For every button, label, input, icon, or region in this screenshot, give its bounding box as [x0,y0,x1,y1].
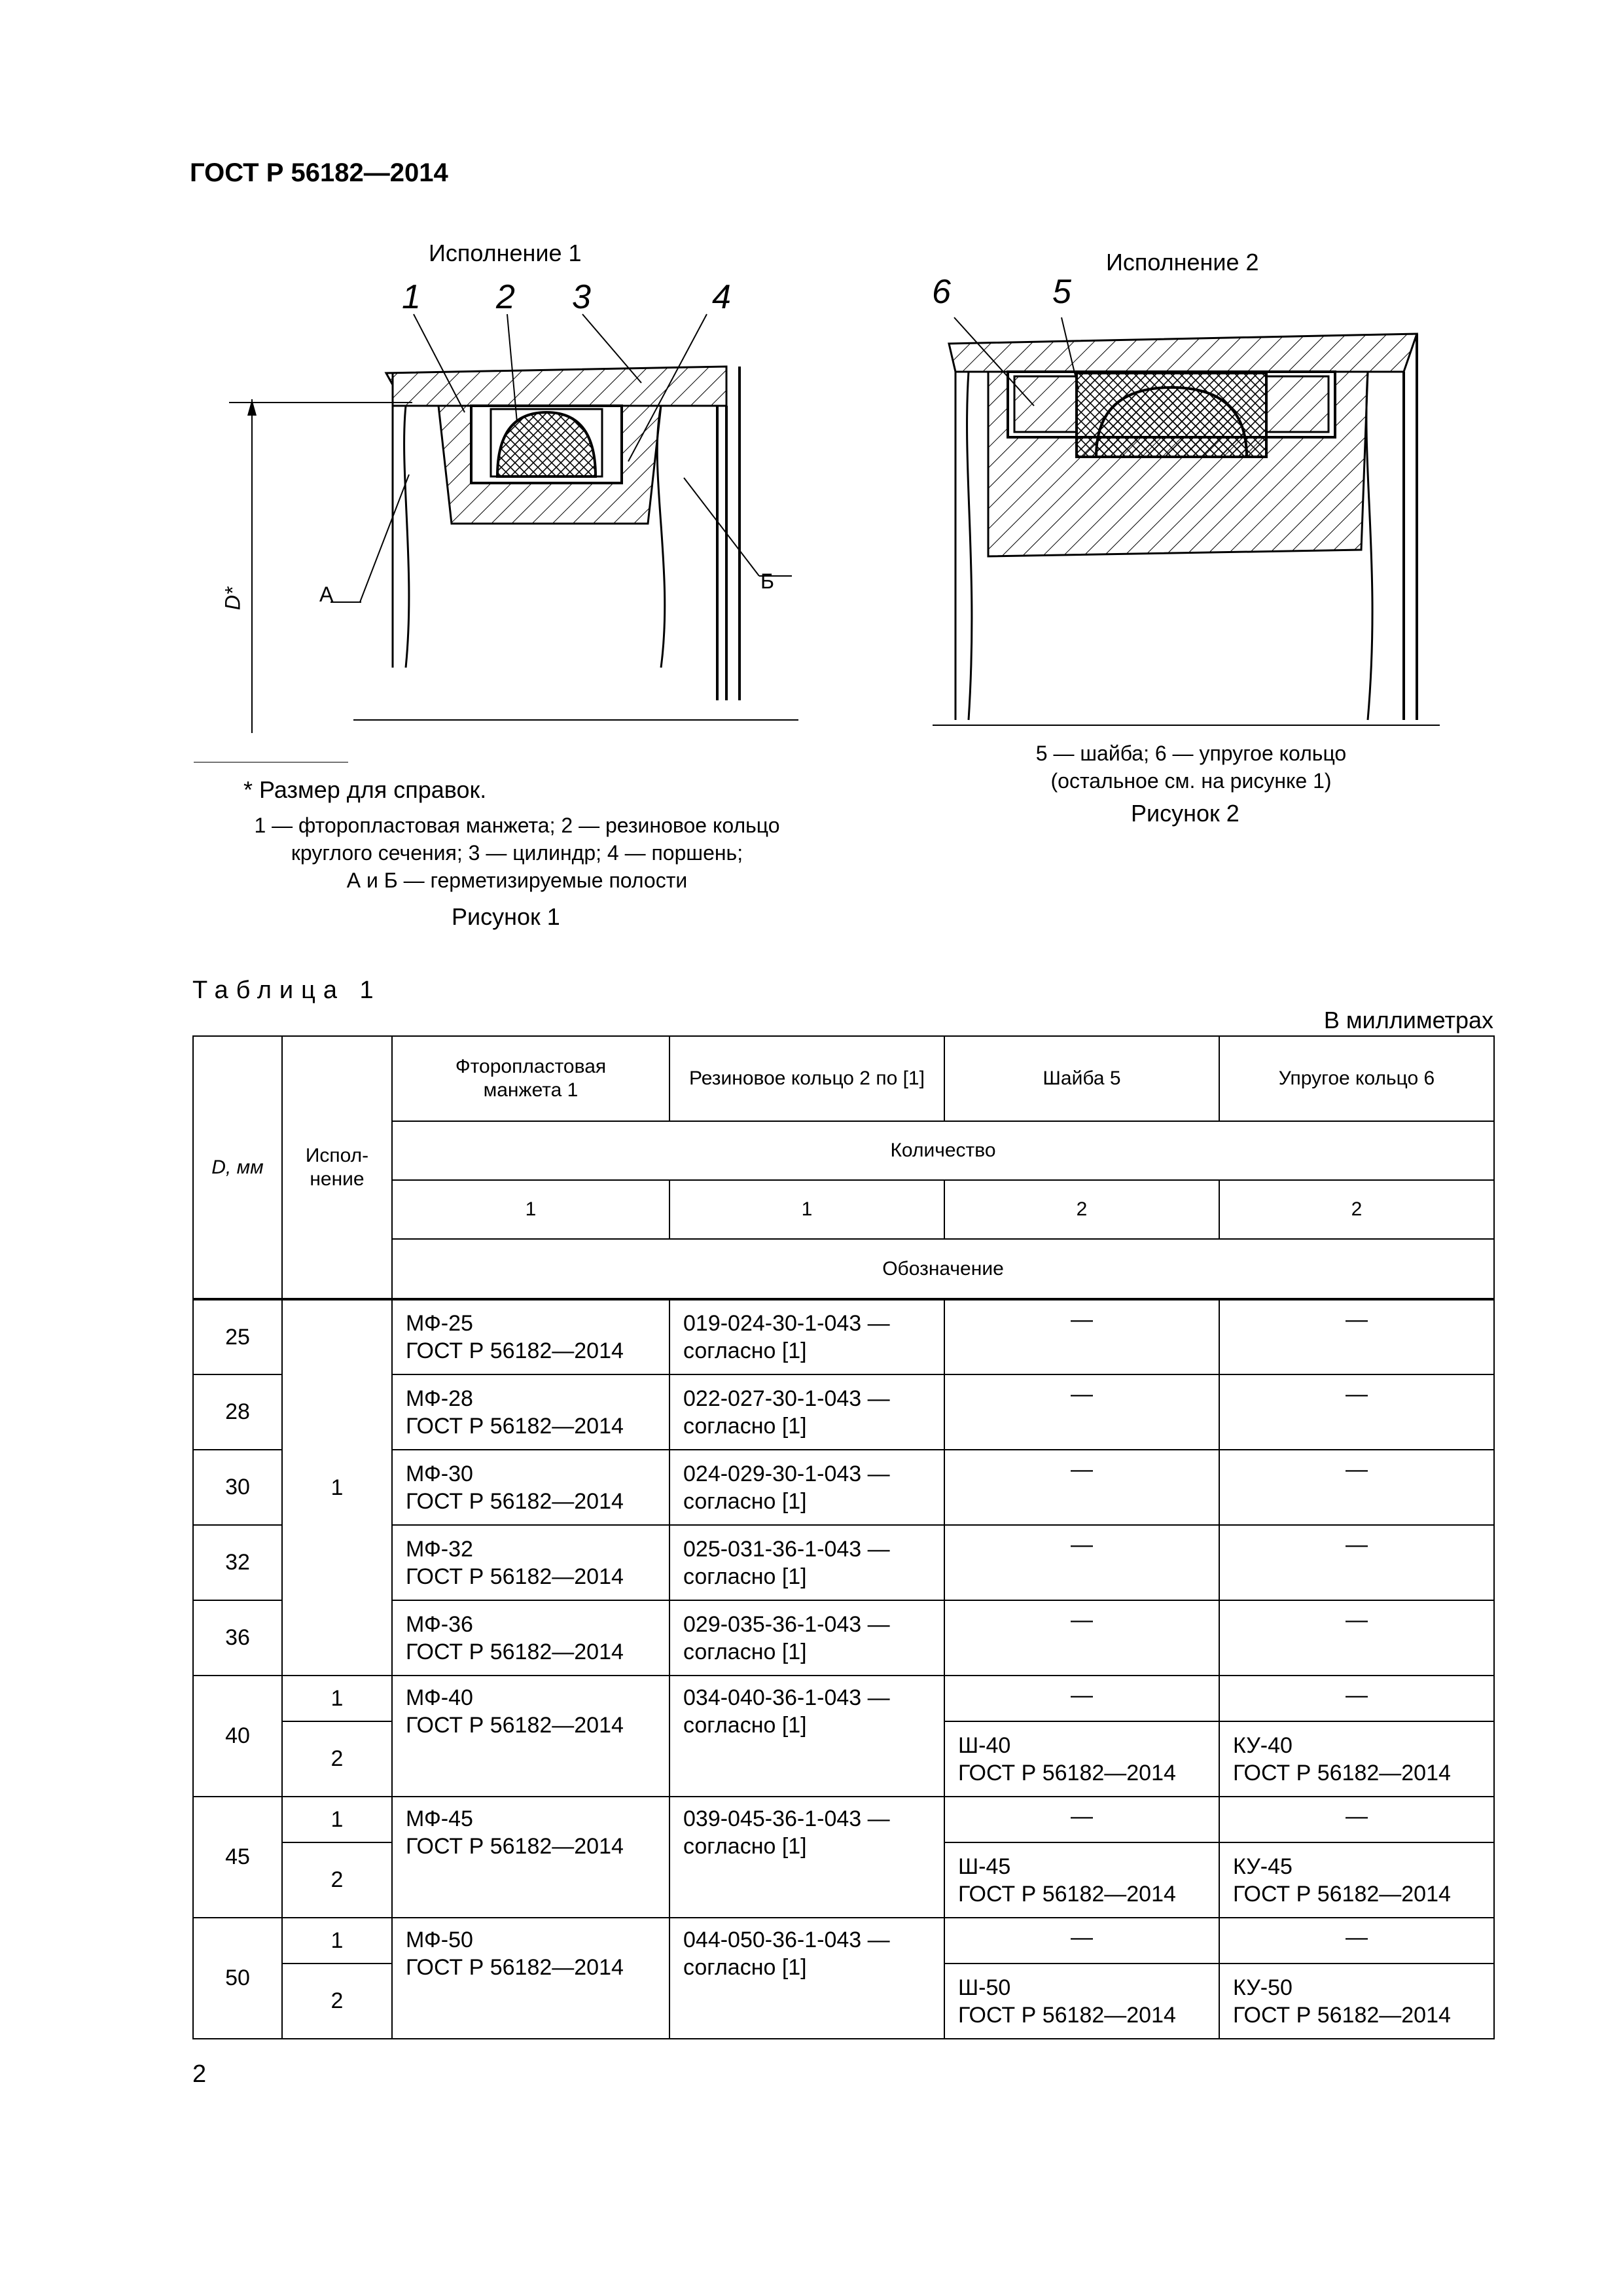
elastic-designation: — [1219,1600,1494,1676]
d-value: 28 [193,1374,282,1450]
execution-value: 2 [282,1964,392,2039]
specification-table [192,1035,1495,2039]
washer-designation: — [944,1525,1219,1600]
cavity-b-label: Б [760,569,774,593]
figure2-callout-5: 5 [1052,273,1071,311]
d-value: 50 [193,1918,282,2039]
figure1-callout-3: 3 [572,278,591,316]
header-d-mm: D, мм [193,1036,282,1299]
figure2-legend-line1: 5 — шайба; 6 — упругое кольцо [1035,742,1347,765]
ring-designation: 019-024-30-1-043 — согласно [1] [669,1299,944,1374]
cuff-designation: МФ-50 ГОСТ Р 56182—2014 [392,1918,669,2039]
cuff-designation: МФ-30 ГОСТ Р 56182—2014 [392,1450,669,1525]
washer-designation: — [944,1450,1219,1525]
page-number: 2 [192,2060,207,2088]
table-title: Таблица 1 [192,977,382,1004]
cuff-designation: МФ-36 ГОСТ Р 56182—2014 [392,1600,669,1676]
elastic-designation: КУ-45 ГОСТ Р 56182—2014 [1219,1842,1494,1918]
ring-designation: 022-027-30-1-043 — согласно [1] [669,1374,944,1450]
dimension-d-label: D* [221,586,245,611]
washer-designation: — [944,1600,1219,1676]
header-elastic-ring: Упругое кольцо 6 [1219,1036,1494,1121]
execution-value: 1 [282,1918,392,1964]
execution-value: 2 [282,1721,392,1797]
cavity-a-label: А [319,583,334,606]
table-row [193,1918,1494,1964]
table-row [193,1676,1494,1721]
ring-designation: 025-031-36-1-043 — согласно [1] [669,1525,944,1600]
elastic-designation: — [1219,1450,1494,1525]
ring-designation: 044-050-36-1-043 — согласно [1] [669,1918,944,2039]
figure1-title: Исполнение 1 [429,240,582,266]
elastic-designation: — [1219,1676,1494,1721]
elastic-designation: — [1219,1525,1494,1600]
figure1-legend [196,812,838,894]
figure1-legend-line1: 1 — фторопластовая манжета; 2 — резиновое кольцо [254,814,780,837]
washer-designation: — [944,1918,1219,1964]
elastic-designation: — [1219,1918,1494,1964]
d-value: 25 [193,1299,282,1374]
figure2-callout-6: 6 [932,273,951,311]
header-execution: Испол- нение [282,1036,392,1299]
cuff-designation: МФ-32 ГОСТ Р 56182—2014 [392,1525,669,1600]
figure1-legend-line2: круглого сечения; 3 — цилиндр; 4 — поршень; [291,841,743,865]
header-ring: Резиновое кольцо 2 по [1] [669,1036,944,1121]
elastic-designation: КУ-50 ГОСТ Р 56182—2014 [1219,1964,1494,2039]
cuff-designation: МФ-25 ГОСТ Р 56182—2014 [392,1299,669,1374]
header-washer: Шайба 5 [944,1036,1219,1121]
elastic-designation: — [1219,1797,1494,1842]
table-header-row [193,1036,1494,1121]
figure1-callout-1: 1 [402,278,421,316]
quantity-cell: 1 [669,1180,944,1239]
d-value: 30 [193,1450,282,1525]
execution-value: 1 [282,1676,392,1721]
figure2-legend [929,740,1453,795]
cuff-designation: МФ-45 ГОСТ Р 56182—2014 [392,1797,669,1918]
footnote: * Размер для справок. [243,776,487,803]
document-code: ГОСТ Р 56182—2014 [190,158,448,187]
washer-designation: Ш-45 ГОСТ Р 56182—2014 [944,1842,1219,1918]
table-units: В миллиметрах [1323,1007,1493,1033]
d-value: 45 [193,1797,282,1918]
execution-value: 1 [282,1299,392,1676]
washer-designation: — [944,1374,1219,1450]
figure2-number: Рисунок 2 [1131,800,1240,827]
table-row [193,1797,1494,1842]
figure1-number: Рисунок 1 [452,903,560,930]
cuff-designation: МФ-28 ГОСТ Р 56182—2014 [392,1374,669,1450]
ring-designation: 024-029-30-1-043 — согласно [1] [669,1450,944,1525]
elastic-designation: — [1219,1299,1494,1374]
quantity-cell: 2 [944,1180,1219,1239]
elastic-designation: — [1219,1374,1494,1450]
header-designation: Обозначение [392,1239,1494,1299]
ring-designation: 039-045-36-1-043 — согласно [1] [669,1797,944,1918]
ring-designation: 029-035-36-1-043 — согласно [1] [669,1600,944,1676]
figure1-callout-2: 2 [496,278,515,316]
figure2-drawing [916,275,1453,733]
execution-value: 2 [282,1842,392,1918]
d-value: 40 [193,1676,282,1797]
washer-designation: — [944,1676,1219,1721]
figure1-callout-4: 4 [712,278,731,316]
figure1-legend-line3: А и Б — герметизируемые полости [346,869,688,892]
cuff-designation: МФ-40 ГОСТ Р 56182—2014 [392,1676,669,1797]
ring-designation: 034-040-36-1-043 — согласно [1] [669,1676,944,1797]
quantity-cell: 2 [1219,1180,1494,1239]
elastic-designation: КУ-40 ГОСТ Р 56182—2014 [1219,1721,1494,1797]
figure1-drawing [190,275,818,733]
quantity-cell: 1 [392,1180,669,1239]
d-value: 32 [193,1525,282,1600]
table-row [193,1299,1494,1374]
washer-designation: — [944,1797,1219,1842]
washer-designation: — [944,1299,1219,1374]
d-value: 36 [193,1600,282,1676]
figure2-legend-line2: (остальное см. на рисунке 1) [1050,769,1332,793]
header-quantity: Количество [392,1121,1494,1180]
execution-value: 1 [282,1797,392,1842]
washer-designation: Ш-40 ГОСТ Р 56182—2014 [944,1721,1219,1797]
header-cuff: Фторопластовая манжета 1 [392,1036,669,1121]
figure2-title: Исполнение 2 [1106,249,1259,276]
washer-designation: Ш-50 ГОСТ Р 56182—2014 [944,1964,1219,2039]
